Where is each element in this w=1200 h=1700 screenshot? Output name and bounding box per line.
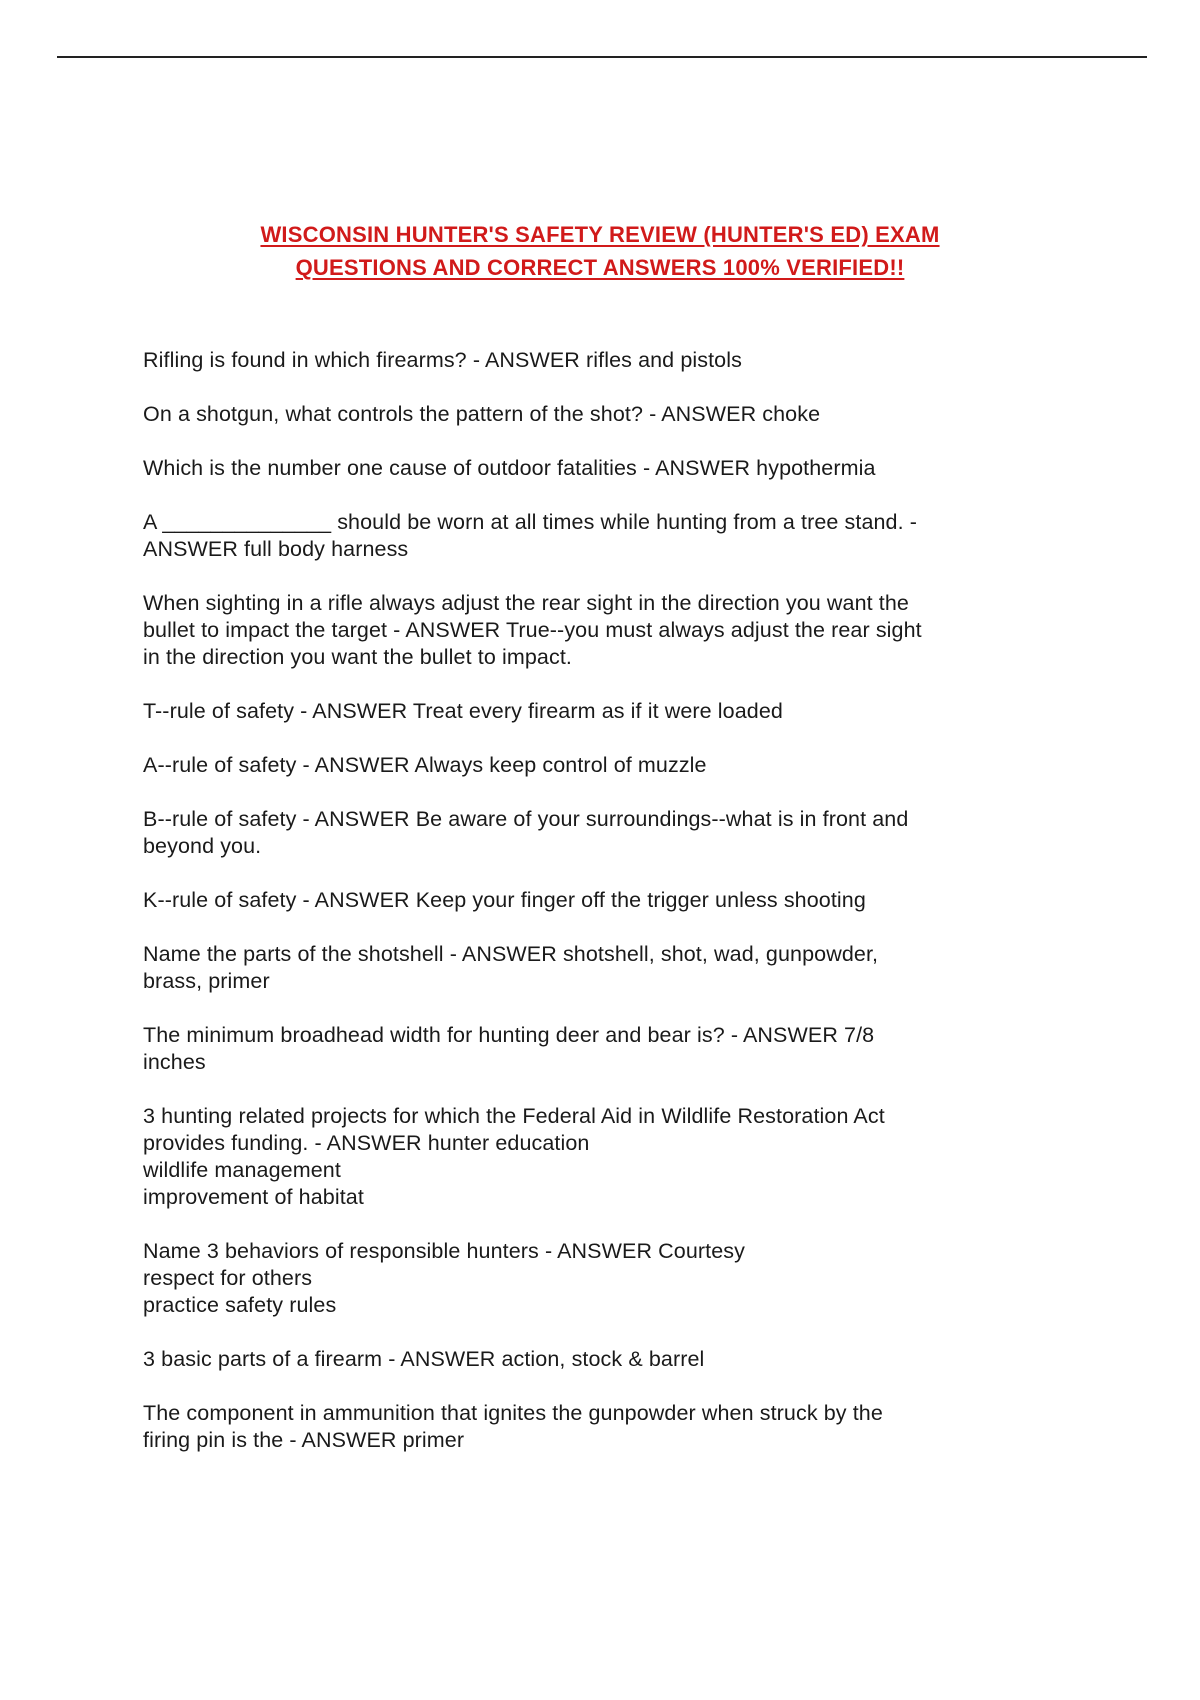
qa-item: On a shotgun, what controls the pattern of the shot? - ANSWER choke	[143, 402, 821, 426]
qa-item: A--rule of safety - ANSWER Always keep control of muzzle	[143, 753, 707, 777]
title-line-1: WISCONSIN HUNTER'S SAFETY REVIEW (HUNTER'S ED) EXAM	[260, 222, 940, 247]
qa-item: Name 3 behaviors of responsible hunters - ANSWER Courtesy respect for others practice safety rules	[143, 1239, 745, 1317]
qa-item: B--rule of safety - ANSWER Be aware of your surroundings--what is in front and beyond you.	[143, 807, 909, 858]
qa-item: 3 basic parts of a firearm - ANSWER action, stock & barrel	[143, 1347, 705, 1371]
document-title	[140, 218, 1060, 284]
qa-item: K--rule of safety - ANSWER Keep your finger off the trigger unless shooting	[143, 888, 866, 912]
qa-item: 3 hunting related projects for which the Federal Aid in Wildlife Restoration Act provides funding. - ANSWER hunter education wildlife management improvement of habitat	[143, 1104, 885, 1209]
title-line-2: QUESTIONS AND CORRECT ANSWERS 100% VERIFIED!!	[295, 255, 905, 280]
qa-list	[143, 347, 1073, 1481]
qa-item: When sighting in a rifle always adjust the rear sight in the direction you want the bullet to impact the target - ANSWER True--you must always adjust the rear sight in the direction you want the bullet to impact.	[143, 591, 922, 669]
qa-item: The component in ammunition that ignites the gunpowder when struck by the firing pin is the - ANSWER primer	[143, 1401, 883, 1452]
qa-item: A ______________ should be worn at all times while hunting from a tree stand. - ANSWER full body harness	[143, 510, 918, 561]
qa-item: Rifling is found in which firearms? - ANSWER rifles and pistols	[143, 348, 742, 372]
qa-item: Which is the number one cause of outdoor fatalities - ANSWER hypothermia	[143, 456, 876, 480]
qa-item: The minimum broadhead width for hunting deer and bear is? - ANSWER 7/8 inches	[143, 1023, 875, 1074]
page-top-rule	[57, 56, 1147, 58]
qa-item: T--rule of safety - ANSWER Treat every firearm as if it were loaded	[143, 699, 783, 723]
qa-item: Name the parts of the shotshell - ANSWER shotshell, shot, wad, gunpowder, brass, primer	[143, 942, 879, 993]
